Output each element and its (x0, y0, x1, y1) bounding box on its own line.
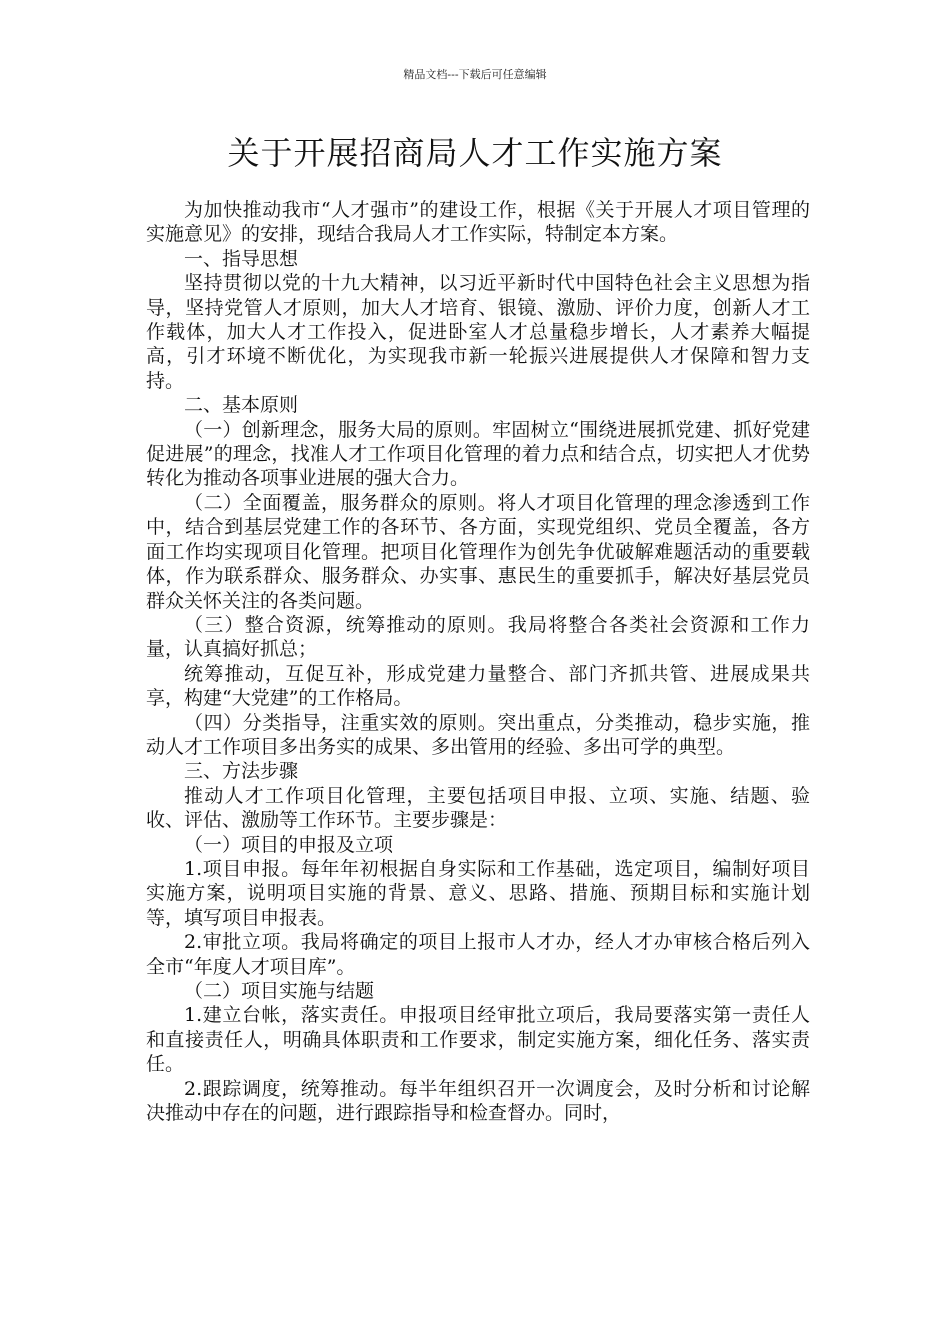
paragraph: 坚持贯彻以党的十九大精神，以习近平新时代中国特色社会主义思想为指导，坚持党管人才原则，加大人才培育、银镜、激励、评价力度，创新人才工作载体，加大人才工作投入，促进卧室人才总量稳步增长，人才素养大幅提高，引才环境不断优化，为实现我市新一轮振兴进展提供人才保障和智力支持。 (146, 272, 810, 392)
document-title: 关于开展招商局人才工作实施方案 (227, 134, 723, 172)
paragraph: （一）创新理念，服务大局的原则。牢固树立“围绕进展抓党建、抓好党建促进展”的理念，找准人才工作项目化管理的着力点和结合点，切实把人才优势转化为推动各项事业进展的强大合力。 (146, 418, 810, 490)
subsection-heading: （一）项目的申报及立项 (184, 833, 394, 856)
document-body (146, 198, 810, 1125)
subsection-heading: （二）项目实施与结题 (184, 980, 375, 1002)
paragraph: 推动人才工作项目化管理，主要包括项目申报、立项、实施、结题、验收、评估、激励等工作环节。主要步骤是： (146, 784, 810, 832)
section-heading: 三、方法步骤 (184, 760, 299, 783)
paragraph: 2.跟踪调度，统筹推动。每半年组织召开一次调度会，及时分析和讨论解决推动中存在的问题，进行跟踪指导和检查督办。同时， (146, 1077, 810, 1125)
paragraph: 为加快推动我市“人才强市”的建设工作，根据《关于开展人才项目管理的实施意见》的安排，现结合我局人才工作实际，特制定本方案。 (146, 199, 810, 246)
paragraph: （二）全面覆盖，服务群众的原则。将人才项目化管理的理念渗透到工作中，结合到基层党建工作的各环节、各方面，实现党组织、党员全覆盖，各方面工作均实现项目化管理。把项目化管理作为创先争优破解难题活动的重要载体，作为联系群众、服务群众、办实事、惠民生的重要抓手，解决好基层党员群众关怀关注的各类问题。 (146, 491, 810, 612)
section-heading: 二、基本原则 (184, 394, 299, 417)
paragraph: 1.建立台帐，落实责任。申报项目经审批立项后，我局要落实第一责任人和直接责任人，明确具体职责和工作要求，制定实施方案，细化任务、落实责任。 (146, 1004, 810, 1076)
paragraph: （三）整合资源，统筹推动的原则。我局将整合各类社会资源和工作力量，认真搞好抓总； (146, 613, 810, 661)
section-heading: 一、指导思想 (184, 247, 299, 270)
paragraph: 1.项目申报。每年年初根据自身实际和工作基础，选定项目，编制好项目实施方案，说明项目实施的背景、意义、思路、措施、预期目标和实施计划等，填写项目申报表。 (146, 857, 810, 929)
page-header: 精品文档---下载后可任意编辑 (403, 68, 547, 81)
paragraph: 2.审批立项。我局将确定的项目上报市人才办，经人才办审核合格后列入全市“年度人才项目库”。 (146, 931, 810, 978)
paragraph: （四）分类指导，注重实效的原则。突出重点，分类推动，稳步实施，推动人才工作项目多出务实的成果、多出管用的经验、多出可学的典型。 (146, 711, 810, 758)
paragraph: 统筹推动，互促互补，形成党建力量整合、部门齐抓共管、进展成果共享，构建“大党建”的工作格局。 (146, 662, 810, 710)
